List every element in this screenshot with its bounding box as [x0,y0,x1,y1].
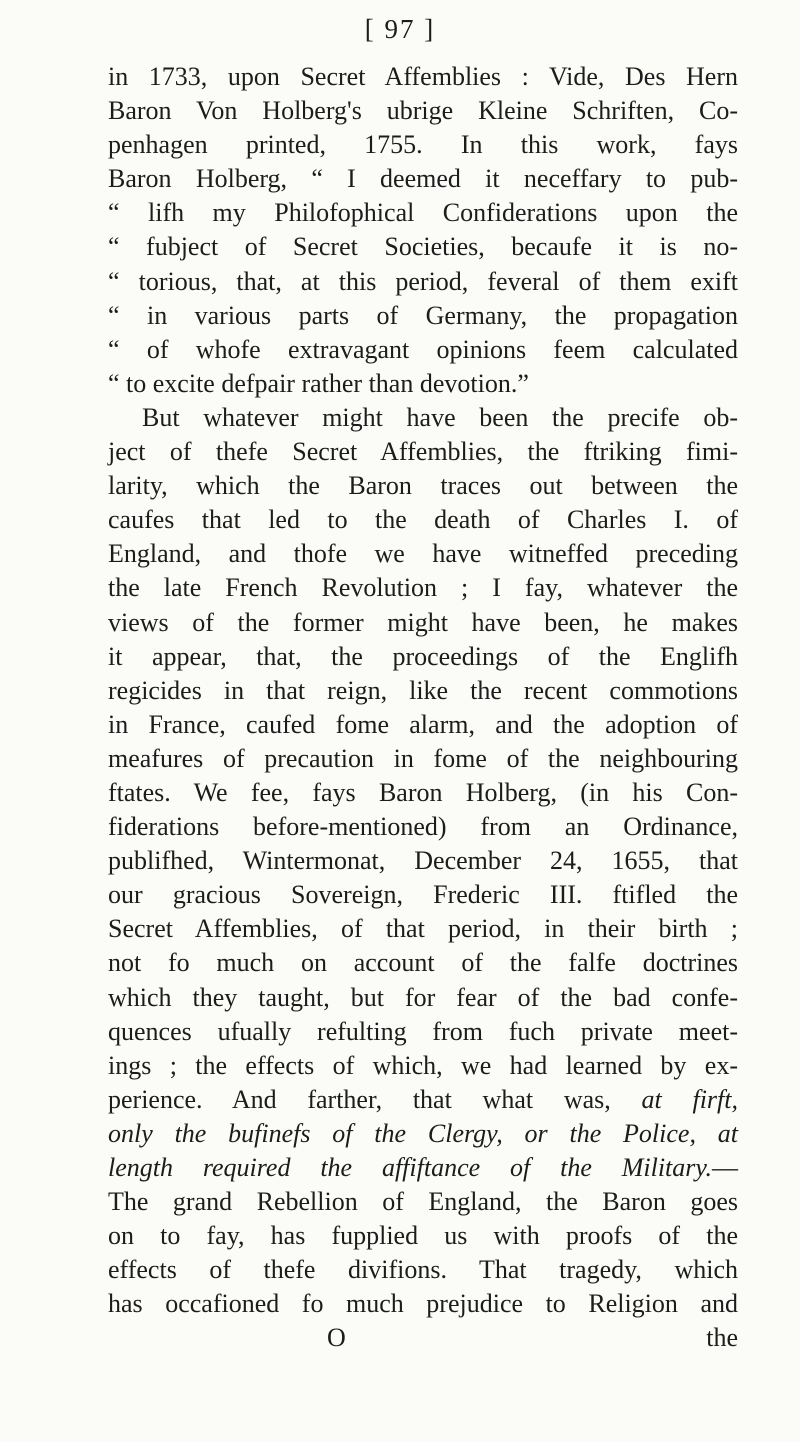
text-line: which they taught, but for fear of the bad confe- [108,982,738,1012]
text-line: Baron Holberg, “ I deemed it neceffary to pub- [108,164,738,194]
text-line: But whatever might have been the precife ob- [142,402,738,432]
text-line-mixed [108,1151,738,1185]
italic-text: at firft, [641,1084,738,1114]
catchword: the [706,1323,738,1353]
text-line: larity, which the Baron traces out between the [108,471,738,501]
text-line: “ to excite defpair rather than devotion.” [108,368,529,398]
text-line: not fo much on account of the falfe doctrines [108,948,738,978]
text-line: views of the former might have been, he makes [108,607,738,637]
text-line: The grand Rebellion of England, the Baron goes [108,1187,738,1217]
text-line: the late French Revolution ; I fay, whatever the [108,573,738,603]
text-line-mixed [108,1083,738,1117]
text-fragment: perience. And farther, that what was, [108,1084,642,1114]
text-line: Secret Affemblies, of that period, in their birth ; [108,914,738,944]
italic-text: length required the affiftance of the Military. [108,1153,712,1182]
text-line: ftates. We fee, fays Baron Holberg, (in his Con- [108,777,738,807]
text-line: penhagen printed, 1755. In this work, fays [108,130,738,160]
text-line: “ torious, that, at this period, feveral of them exift [108,266,738,296]
text-line: it appear, that, the proceedings of the Englifh [108,641,738,671]
text-line: on to fay, has fupplied us with proofs of the [108,1221,738,1251]
text-line: in France, caufed fome alarm, and the adoption of [108,709,738,739]
text-line: “ in various parts of Germany, the propagation [108,300,738,330]
text-line: our gracious Sovereign, Frederic III. ftifled the [108,880,738,910]
dash: — [712,1153,738,1182]
text-line: regicides in that reign, like the recent commotions [108,675,738,705]
text-line: Baron Von Holberg's ubrige Kleine Schriften, Co- [108,96,738,126]
signature-mark: O [327,1323,346,1353]
text-line: in 1733, upon Secret Affemblies : Vide, Des Hern [108,62,738,91]
text-line: quences ufually refulting from fuch private meet- [108,1016,738,1046]
body-text [108,60,738,1355]
text-line: fiderations before-mentioned) from an Ordinance, [108,812,738,842]
text-line: “ fubject of Secret Societies, becaufe it is no- [108,232,738,262]
text-line: effects of thefe divifions. That tragedy, which [108,1255,738,1285]
text-line: publifhed, Wintermonat, December 24, 1655, that [108,846,738,876]
text-line: “ lifh my Philofophical Confiderations upon the [108,198,738,228]
text-line: England, and thofe we have witneffed preceding [108,539,738,569]
footer-line [108,1321,738,1355]
text-line: meafures of precaution in fome of the neighbouring [108,743,738,773]
text-line: ings ; the effects of which, we had learned by ex- [108,1050,738,1080]
text-line: caufes that led to the death of Charles I. of [108,505,738,535]
text-line: “ of whofe extravagant opinions feem calculated [108,334,738,364]
page-number: [ 97 ] [364,14,436,44]
text-line: ject of thefe Secret Affemblies, the ftriking fimi- [108,437,738,467]
text-line: has occafioned fo much prejudice to Religion and [108,1289,738,1319]
italic-text-line: only the bufinefs of the Clergy, or the Police, at [108,1118,738,1148]
